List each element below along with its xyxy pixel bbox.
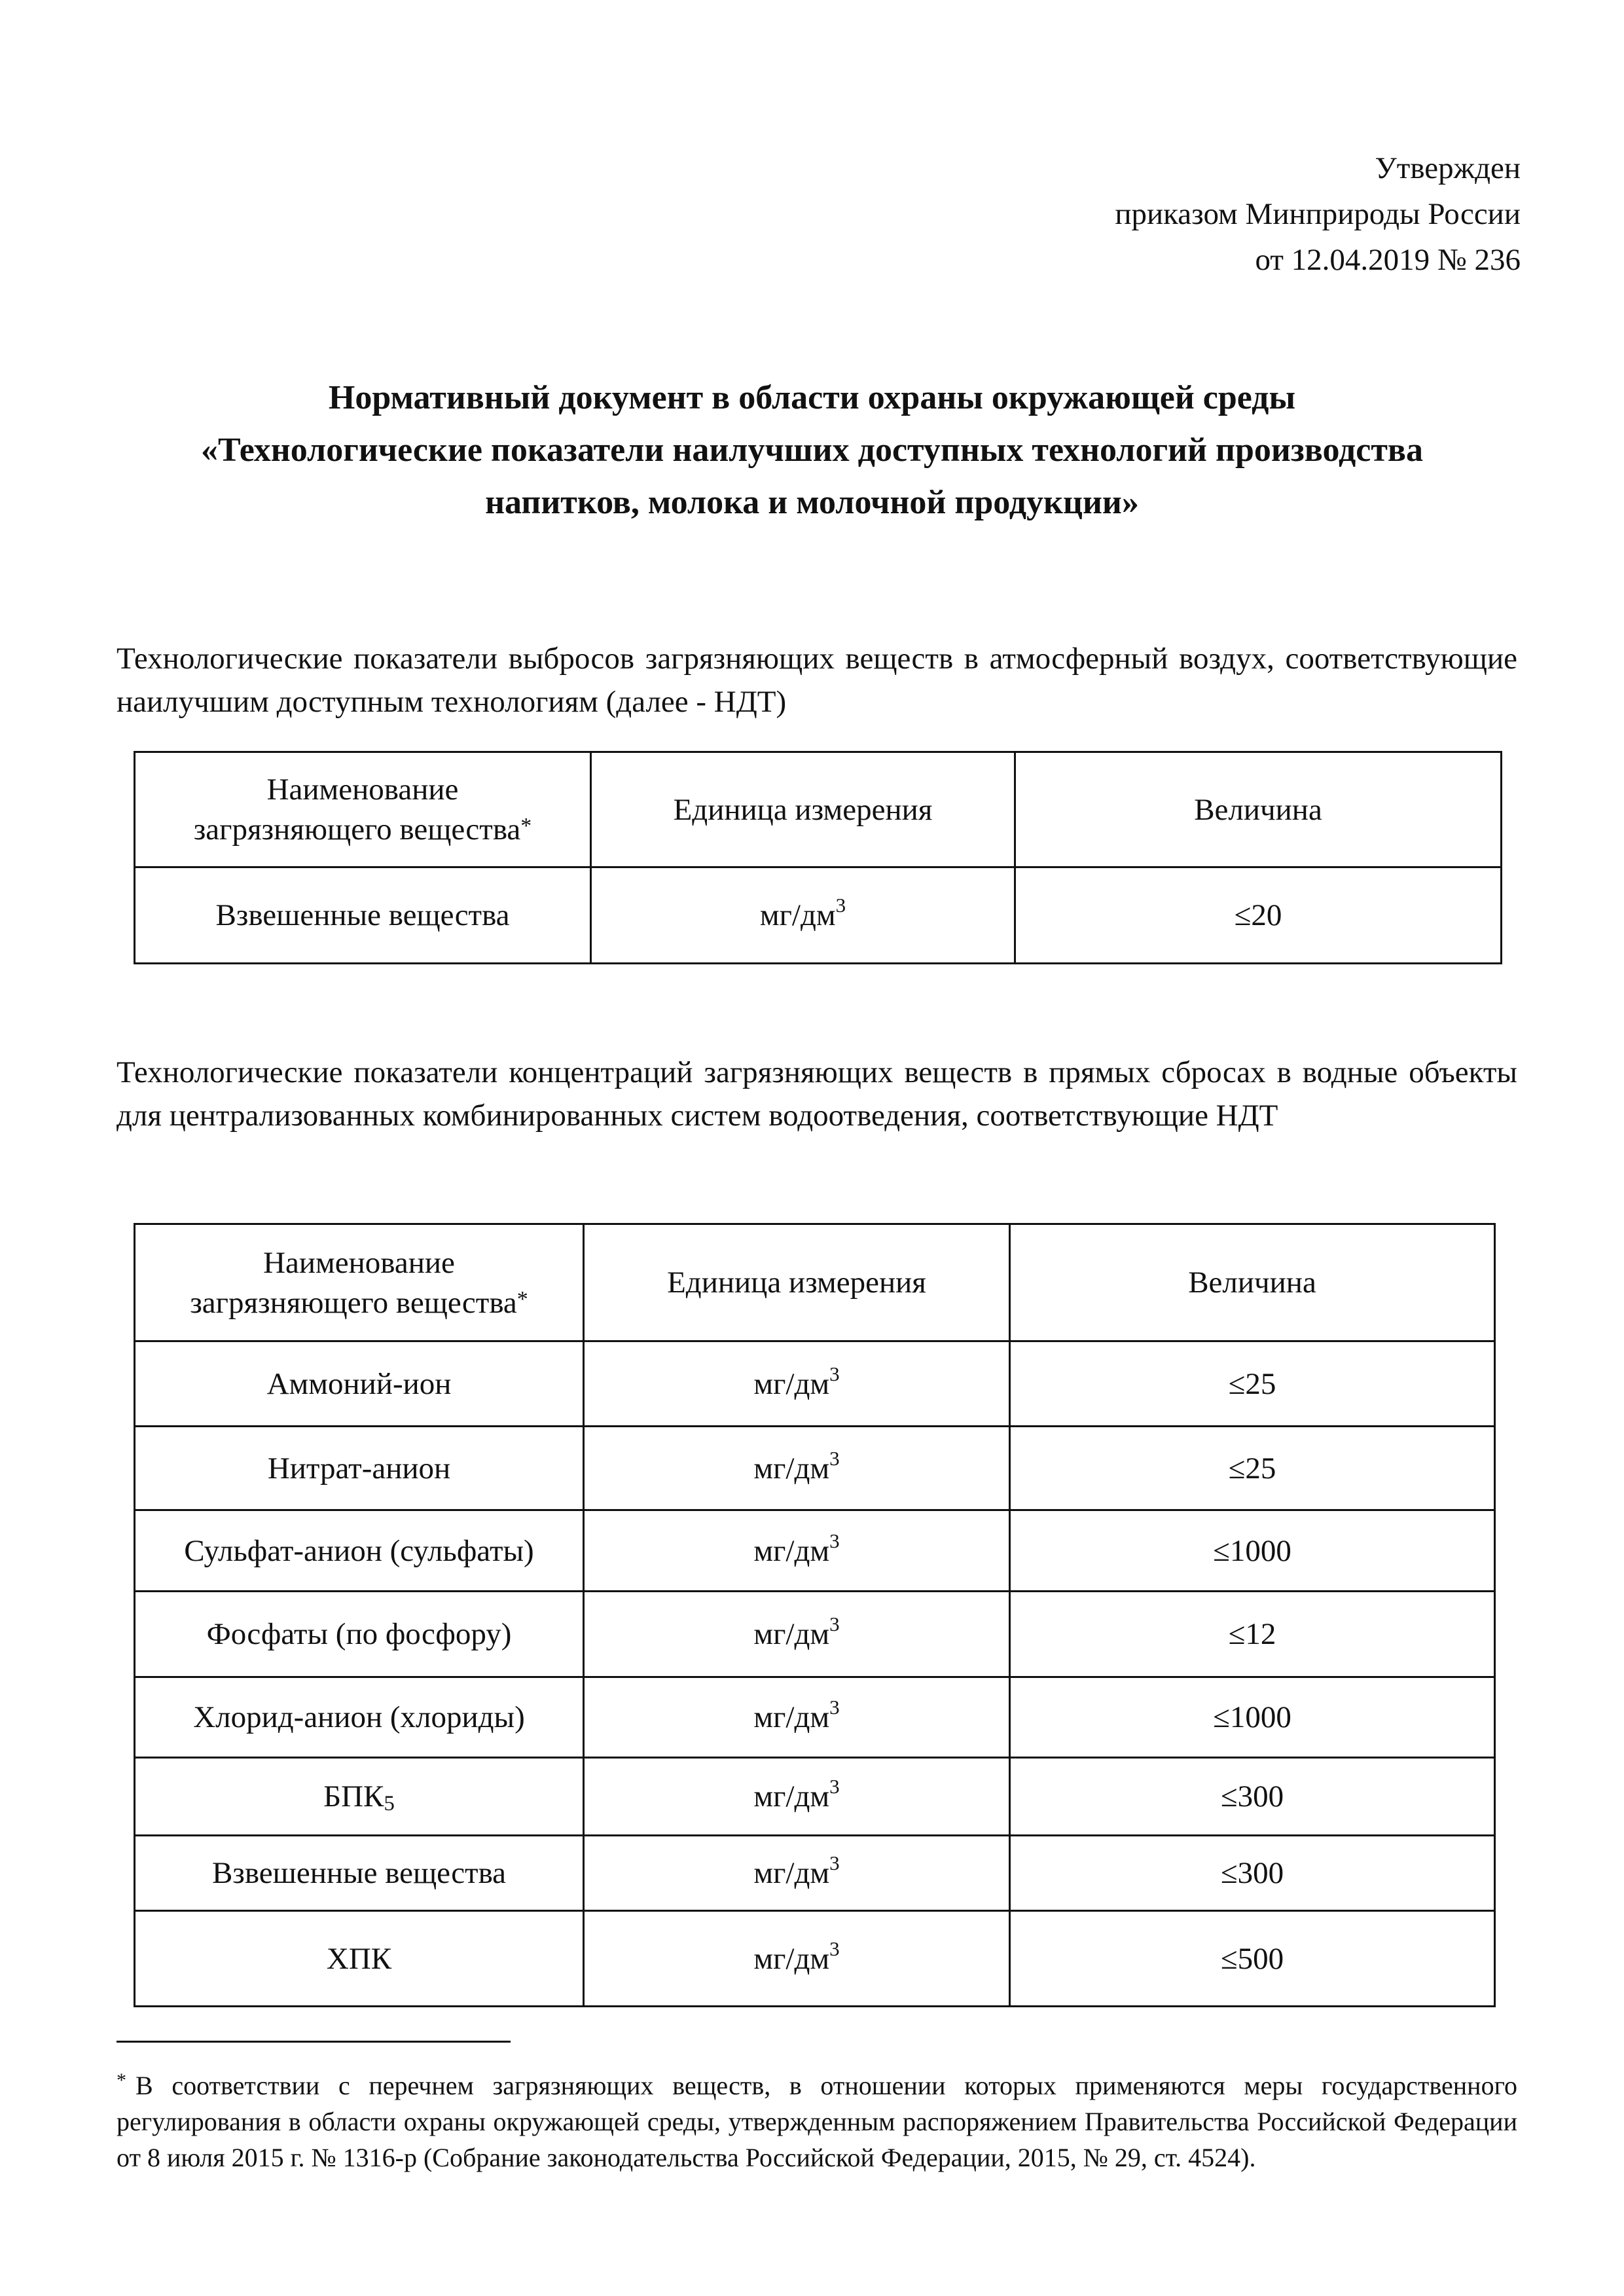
table-header-row <box>135 1224 1495 1341</box>
cell-substance: Аммоний-ион <box>135 1341 584 1427</box>
table-row <box>135 1677 1495 1758</box>
cell-substance: Взвешенные вещества <box>135 1836 584 1911</box>
cell-unit: $мг/дм^3$ <box>584 1677 1010 1758</box>
table-row <box>135 1758 1495 1836</box>
header-substance-line1: Наименование <box>266 773 459 807</box>
approval-line-3: от 12.04.2019 № 236 <box>1255 243 1521 277</box>
header-substance-line1: Наименование <box>263 1245 455 1280</box>
cell-substance: Фосфаты (по фосфору) <box>135 1592 584 1677</box>
cell-value: ≤25 <box>1010 1427 1495 1510</box>
cell-substance: Взвешенные вещества <box>135 867 591 964</box>
table-row <box>135 1510 1495 1592</box>
table-row <box>135 1911 1495 2007</box>
cell-unit: $мг/дм^3$ <box>584 1341 1010 1427</box>
header-substance-line2: загрязняющего вещества <box>190 1285 517 1320</box>
cell-unit: $мг/дм^3$ <box>584 1911 1010 2007</box>
header-substance <box>135 752 591 867</box>
emissions-table <box>134 751 1502 964</box>
cell-value: ≤300 <box>1010 1836 1495 1911</box>
cell-value: ≤25 <box>1010 1341 1495 1427</box>
approval-line-2: приказом Минприроды России <box>1115 197 1521 231</box>
table-row <box>135 1427 1495 1510</box>
cell-unit: $мг/дм^3$ <box>584 1836 1010 1911</box>
cell-unit: $мг/дм^3$ <box>584 1510 1010 1592</box>
table-row <box>135 1341 1495 1427</box>
cell-unit: $мг/дм^3$ <box>584 1427 1010 1510</box>
cell-unit: $мг/дм^3$ <box>584 1592 1010 1677</box>
title-line-2: «Технологические показатели наилучших доступных технологий производства <box>201 431 1423 469</box>
footnote-text: В соответствии с перечнем загрязняющих веществ, в отношении которых применяются меры государственного регулирования в области охраны окружающей среды, утвержденным распоряжением Правительства Российской Федерации от 8 июля 2015 г. № 1316-р (Собрание законодательства Российской Федерации, 2015, № 29, ст. 4524). <box>117 2071 1517 2172</box>
cell-value: ≤1000 <box>1010 1510 1495 1592</box>
header-unit: Единица измерения <box>584 1224 1010 1341</box>
header-unit: Единица измерения <box>591 752 1015 867</box>
cell-value: ≤12 <box>1010 1592 1495 1677</box>
cell-value: ≤1000 <box>1010 1677 1495 1758</box>
cell-substance: Хлорид-анион (хлориды) <box>135 1677 584 1758</box>
cell-substance: Нитрат-анион <box>135 1427 584 1510</box>
cell-substance: Сульфат-анион (сульфаты) <box>135 1510 584 1592</box>
discharges-table <box>134 1223 1496 2007</box>
header-substance <box>135 1224 584 1341</box>
title-line-3: напитков, молока и молочной продукции» <box>485 484 1139 521</box>
table-row <box>135 1592 1495 1677</box>
cell-substance: $БПК_5$ <box>135 1758 584 1836</box>
table-header-row <box>135 752 1502 867</box>
footnote-divider <box>117 2041 511 2043</box>
cell-value: ≤20 <box>1015 867 1502 964</box>
cell-unit: $мг/дм^3$ <box>591 867 1015 964</box>
cell-value: ≤300 <box>1010 1758 1495 1836</box>
footnote <box>117 2062 1517 2176</box>
section1-intro: Технологические показатели выбросов загрязняющих веществ в атмосферный воздух, соответствующие наилучшим доступным технологиям (далее - НДТ) <box>117 642 1517 719</box>
approval-line-1: Утвержден <box>1375 151 1521 185</box>
header-value: Величина <box>1015 752 1502 867</box>
header-substance-line2: загрязняющего вещества <box>193 812 521 847</box>
cell-value: ≤500 <box>1010 1911 1495 2007</box>
table-row <box>135 1836 1495 1911</box>
footnote-marker: * <box>117 2069 126 2091</box>
table-row <box>135 867 1502 964</box>
title-line-1: Нормативный документ в области охраны окружающей среды <box>328 379 1296 416</box>
footnote-marker: * <box>520 814 532 838</box>
footnote-marker: * <box>516 1286 528 1311</box>
header-value: Величина <box>1010 1224 1495 1341</box>
cell-unit: $мг/дм^3$ <box>584 1758 1010 1836</box>
document-title <box>98 372 1526 529</box>
approval-block <box>1115 145 1521 283</box>
section2-intro: Технологические показатели концентраций загрязняющих веществ в прямых сбросах в водные объекты для централизованных комбинированных систем водоотведения, соответствующие НДТ <box>117 1055 1517 1133</box>
cell-substance: ХПК <box>135 1911 584 2007</box>
